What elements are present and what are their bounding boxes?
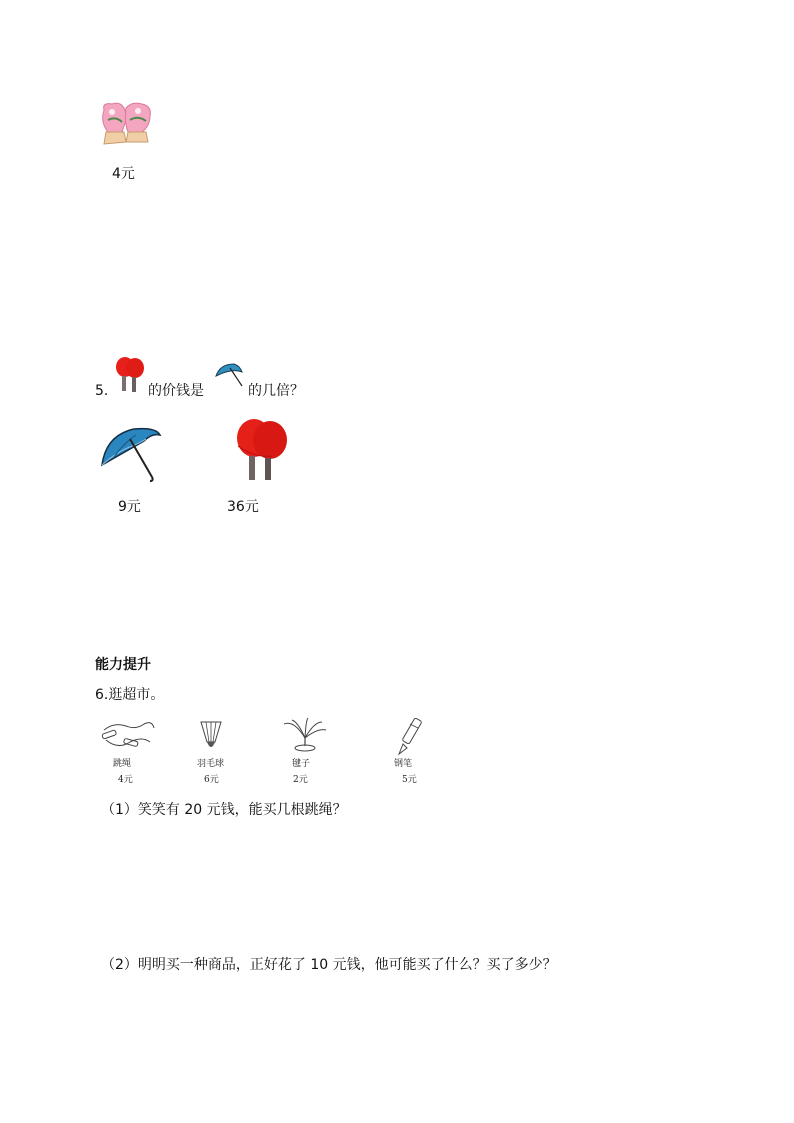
item-shuttlecock-name: 羽毛球 — [197, 759, 225, 769]
paddles-image — [234, 418, 290, 482]
mittens-image — [98, 102, 154, 148]
umbrella-small-icon — [214, 362, 246, 390]
question-5-text-part2: 的几倍？ — [248, 383, 304, 399]
jump-rope-icon — [100, 720, 156, 754]
section-title: 能力提升 — [95, 657, 151, 673]
question-6-title: 6.逛超市。 — [95, 687, 165, 703]
shuttlecock-toy-icon — [282, 718, 328, 752]
item-jump-rope-name: 跳绳 — [113, 759, 132, 769]
item-pen-name: 钢笔 — [394, 759, 413, 769]
item-shuttlecock-price: 6元 — [204, 775, 219, 785]
shuttlecock-icon — [198, 720, 224, 752]
item-jianzi-price: 2元 — [293, 775, 308, 785]
item-pen-price: 5元 — [402, 775, 417, 785]
question-5-number: 5. — [95, 383, 109, 399]
item-jump-rope-price: 4元 — [118, 775, 133, 785]
question-6-sub1: （1）笑笑有 20 元钱，能买几根跳绳？ — [101, 802, 347, 818]
umbrella-price: 9元 — [118, 499, 141, 515]
item-jianzi-name: 毽子 — [292, 759, 311, 769]
paddle-icon — [114, 355, 146, 393]
mitten-price: 4元 — [112, 166, 135, 182]
paddle-price: 36元 — [227, 499, 259, 515]
question-5-text-part1: 的价钱是 — [148, 383, 204, 399]
fountain-pen-icon — [396, 716, 426, 756]
question-6-sub2: （2）明明买一种商品，正好花了 10 元钱，他可能买了什么？买了多少？ — [101, 957, 557, 973]
umbrella-image — [100, 425, 164, 483]
